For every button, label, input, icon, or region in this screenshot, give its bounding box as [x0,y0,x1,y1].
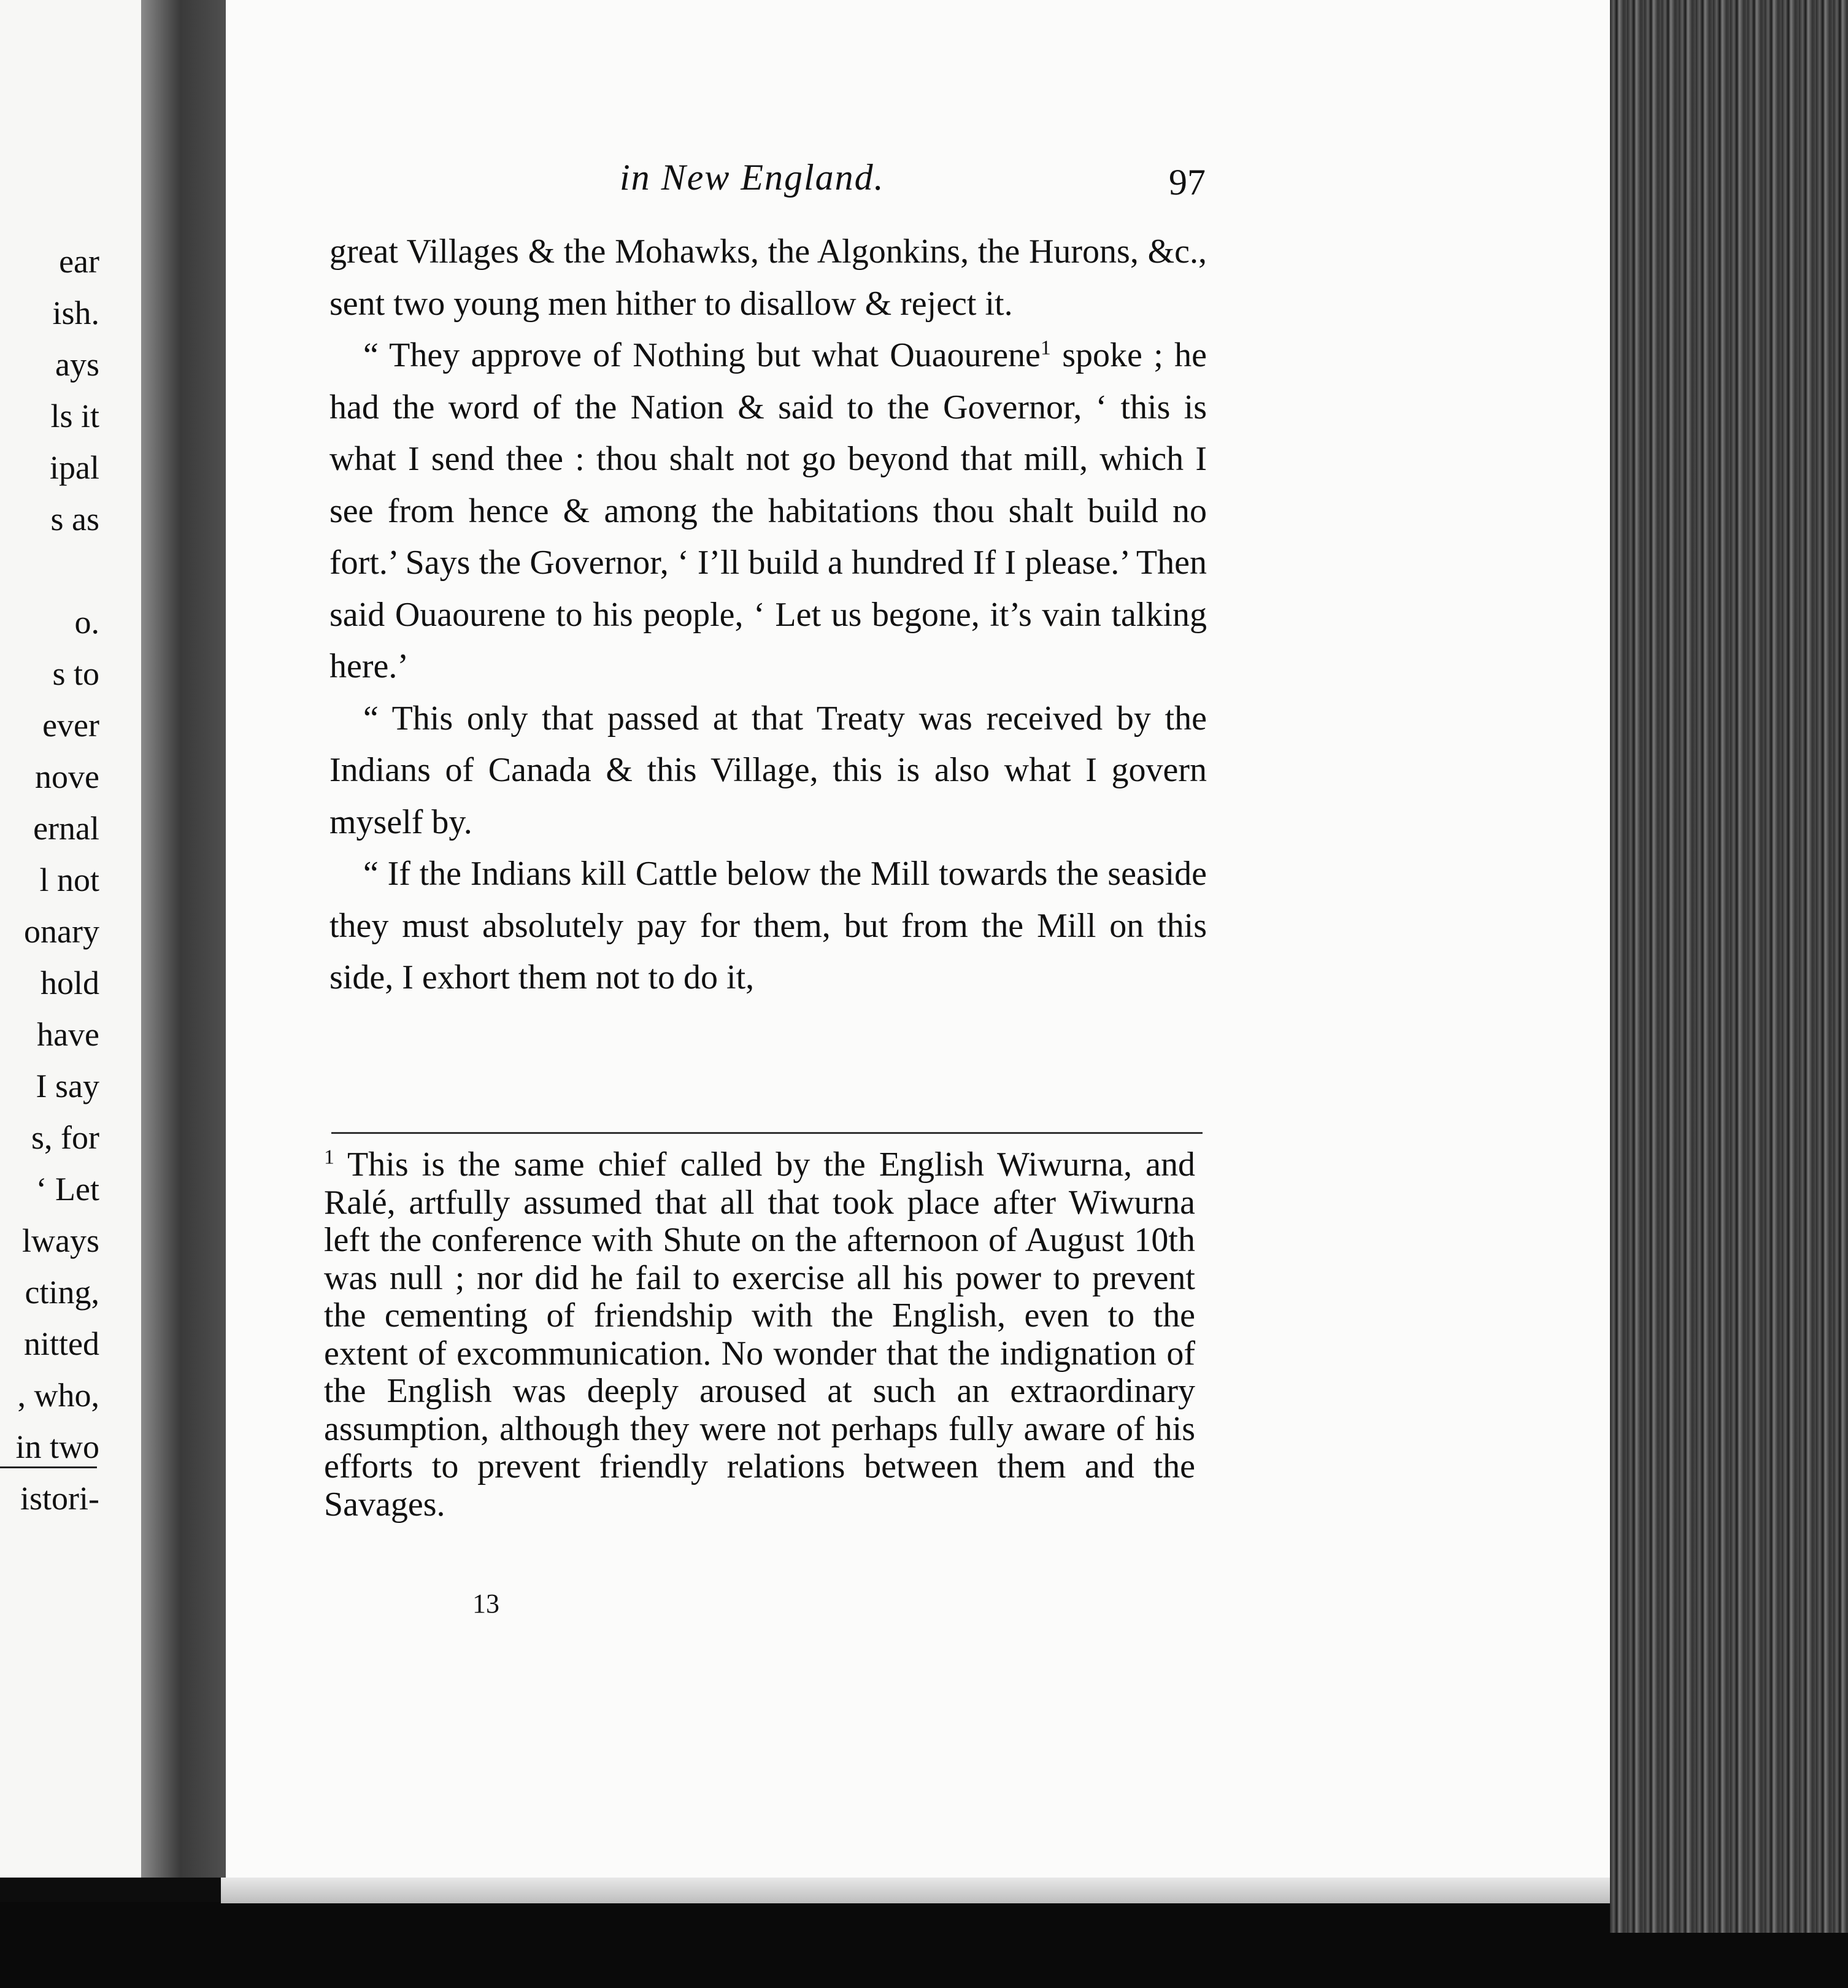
previous-page-line: ls it [50,398,99,434]
footnote-reference: 1 [1040,336,1051,360]
previous-page-line: s to [52,655,99,692]
previous-page-line: s as [50,501,99,537]
footnote [324,1146,1195,1524]
previous-page-footnote-rule [0,1466,97,1468]
previous-page-line: have [37,1016,99,1053]
paragraph: “ If the Indians kill Cattle below the Mill towards the seaside they must absolutely pay for them, but from the Mill on this side, I exhort them not to do it, [329,855,1207,996]
book-gutter [141,0,239,1878]
previous-page-line: lways [22,1222,99,1259]
previous-page-line: , who, [17,1377,99,1414]
previous-page-line: nove [35,758,99,795]
footnote-rule [331,1132,1203,1134]
paragraph: great Villages & the Mohawks, the Algonkins, the Hurons, &c., sent two young men hither to disallow & reject it. [329,233,1207,323]
previous-page-line: o. [74,604,99,641]
previous-page-line: istori- [20,1480,99,1517]
paragraph [329,329,1207,693]
paragraph-text: “ They approve of Nothing but what Ouaourene [363,336,1041,374]
page-bottom-edge [221,1878,1620,1903]
previous-page-line: ish. [52,295,99,331]
footnote-text: This is the same chief called by the English Wiwurna, and Ralé, artfully assumed that all that took place after Wiwurna left the conference with Shute on the afternoon of August 10th was null ; nor did he fail to exercise all his power to prevent the cementing of friendship with the English, even to the extent of excommunication. No wonder that the indignation of the English was deeply aroused at such an extraordinary assumption, although they were not perhaps fully aware of his efforts to prevent friendly relations between them and the Savages. [324,1146,1195,1524]
paragraph: “ This only that passed at that Treaty was received by the Indians of Canada & this Village, this is also what I govern myself by. [329,699,1207,841]
signature-mark: 13 [472,1589,499,1619]
body-text [329,226,1207,1004]
previous-page-line: s, for [31,1119,99,1156]
previous-page-line: ear [59,243,99,280]
previous-page-line: hold [40,965,99,1001]
previous-page-line: ‘ Let [36,1171,99,1208]
page-number: 97 [1169,162,1206,202]
previous-page-line: cting, [25,1274,99,1311]
previous-page-line: ernal [33,810,99,847]
previous-page-line: I say [36,1068,99,1104]
running-head: in New England. [620,157,885,198]
previous-page-line: in two [15,1428,99,1465]
previous-page-line: ays [55,346,99,383]
footnote-marker: 1 [324,1146,334,1169]
paragraph-text-continued: spoke ; he had the word of the Nation & said to the Governor, ‘ this is what I send thee : thou shalt not go beyond that mill, which I see from hence & among the habitations thou shalt build no fort.’ Says the Governor, ‘ I’ll build a hundred If I please.’ Then said Ouaourene to his people, ‘ Let us begone, it’s vain talking here.’ [329,336,1207,685]
previous-page-line: ipal [50,449,99,486]
previous-page-line: nitted [24,1325,99,1362]
previous-page-line: l not [39,861,99,898]
background-surface [0,1902,1848,1988]
previous-page-line: onary [24,913,99,950]
previous-page-line: ever [42,707,99,744]
book-page-edges [1610,0,1848,1933]
